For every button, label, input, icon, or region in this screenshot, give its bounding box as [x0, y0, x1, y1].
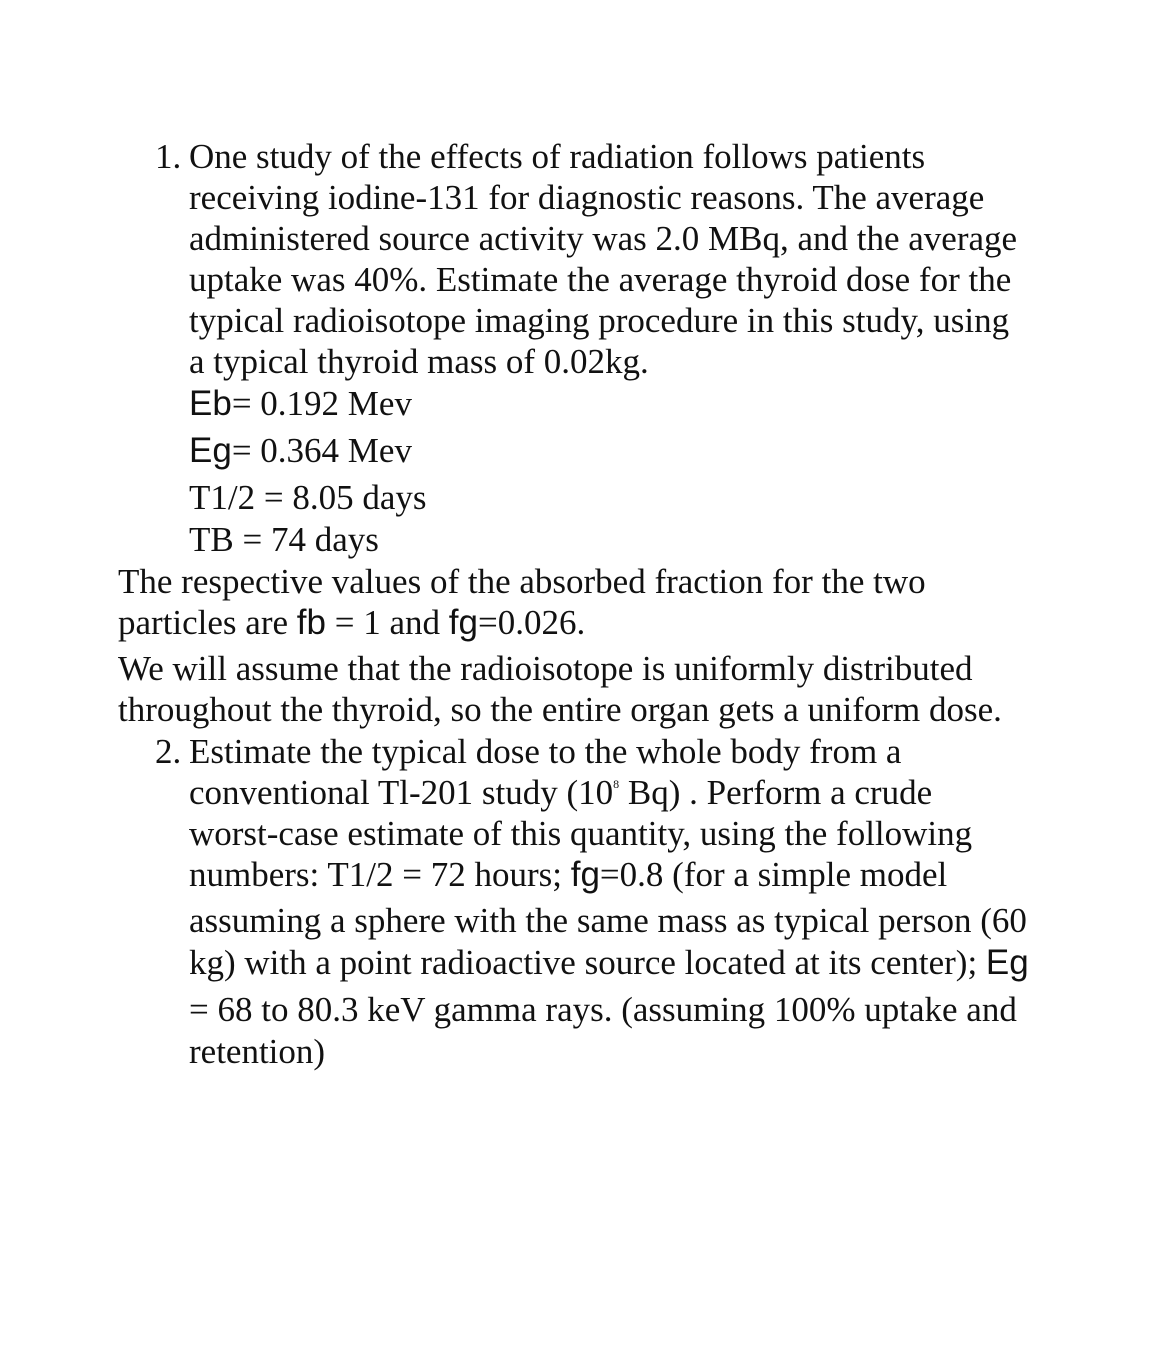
question-2-line-3: worst-case estimate of this quantity, using the following — [189, 814, 973, 853]
question-1-line-2: receiving iodine-131 for diagnostic reasons. The average — [189, 178, 985, 217]
fb-value: = 1 and — [325, 603, 449, 642]
eg-value: = 0.364 Mev — [231, 431, 412, 470]
biological-half-life-line: TB = 74 days — [189, 520, 379, 559]
question-1-line-4: uptake was 40%. Estimate the average thyroid dose for the — [189, 260, 1012, 299]
question-2-number: 2. — [155, 732, 182, 771]
tl201-suffix: Bq) . Perform a crude — [619, 773, 933, 812]
tl201-prefix: conventional Tl-201 study (10 — [189, 773, 614, 812]
question-2-line-7: = 68 to 80.3 keV gamma rays. (assuming 100% uptake and — [189, 990, 1017, 1029]
half-life-line: T1/2 = 8.05 days — [189, 478, 427, 517]
question-1-line-6: a typical thyroid mass of 0.02kg. — [189, 342, 649, 381]
absorbed-fraction-line-2 — [118, 605, 585, 640]
question-1-line-5: typical radioisotope imaging procedure in this study, using — [189, 301, 1010, 340]
fg-label-q2: fg — [570, 855, 600, 894]
fg-value: =0.026. — [477, 603, 586, 642]
absorbed-fraction-line-1: The respective values of the absorbed fraction for the two — [118, 562, 926, 601]
eb-value: = 0.192 Mev — [231, 384, 412, 423]
question-1-line-3: administered source activity was 2.0 MBq, and the average — [189, 219, 1018, 258]
fg-label: fg — [448, 603, 478, 642]
fb-label: fb — [296, 603, 326, 642]
activity-exponent: 8 — [613, 777, 620, 791]
eg-label-q2: Eg — [985, 943, 1029, 982]
absorbed-prefix: particles are — [118, 603, 297, 642]
question-2-line-8: retention) — [189, 1032, 326, 1071]
question-2-line-2 — [189, 775, 932, 810]
question-2-line-6 — [189, 945, 1029, 980]
numbers-prefix: numbers: T1/2 = 72 hours; — [189, 855, 571, 894]
eb-label: Eb — [189, 384, 232, 423]
question-1-number: 1. — [155, 137, 182, 176]
assumption-line-1: We will assume that the radioisotope is uniformly distributed — [118, 649, 973, 688]
eb-value-line — [189, 386, 412, 421]
eg-value-line — [189, 433, 412, 468]
point-source-text: kg) with a point radioactive source located at its center); — [189, 943, 986, 982]
question-2-line-5: assuming a sphere with the same mass as typical person (60 — [189, 901, 1027, 940]
assumption-line-2: throughout the thyroid, so the entire organ gets a uniform dose. — [118, 690, 1002, 729]
eg-label: Eg — [189, 431, 232, 470]
question-1-line-1: One study of the effects of radiation follows patients — [189, 137, 926, 176]
question-2-line-4 — [189, 857, 947, 892]
numbers-suffix: =0.8 (for a simple model — [599, 855, 948, 894]
question-2-line-1: Estimate the typical dose to the whole body from a — [189, 732, 902, 771]
